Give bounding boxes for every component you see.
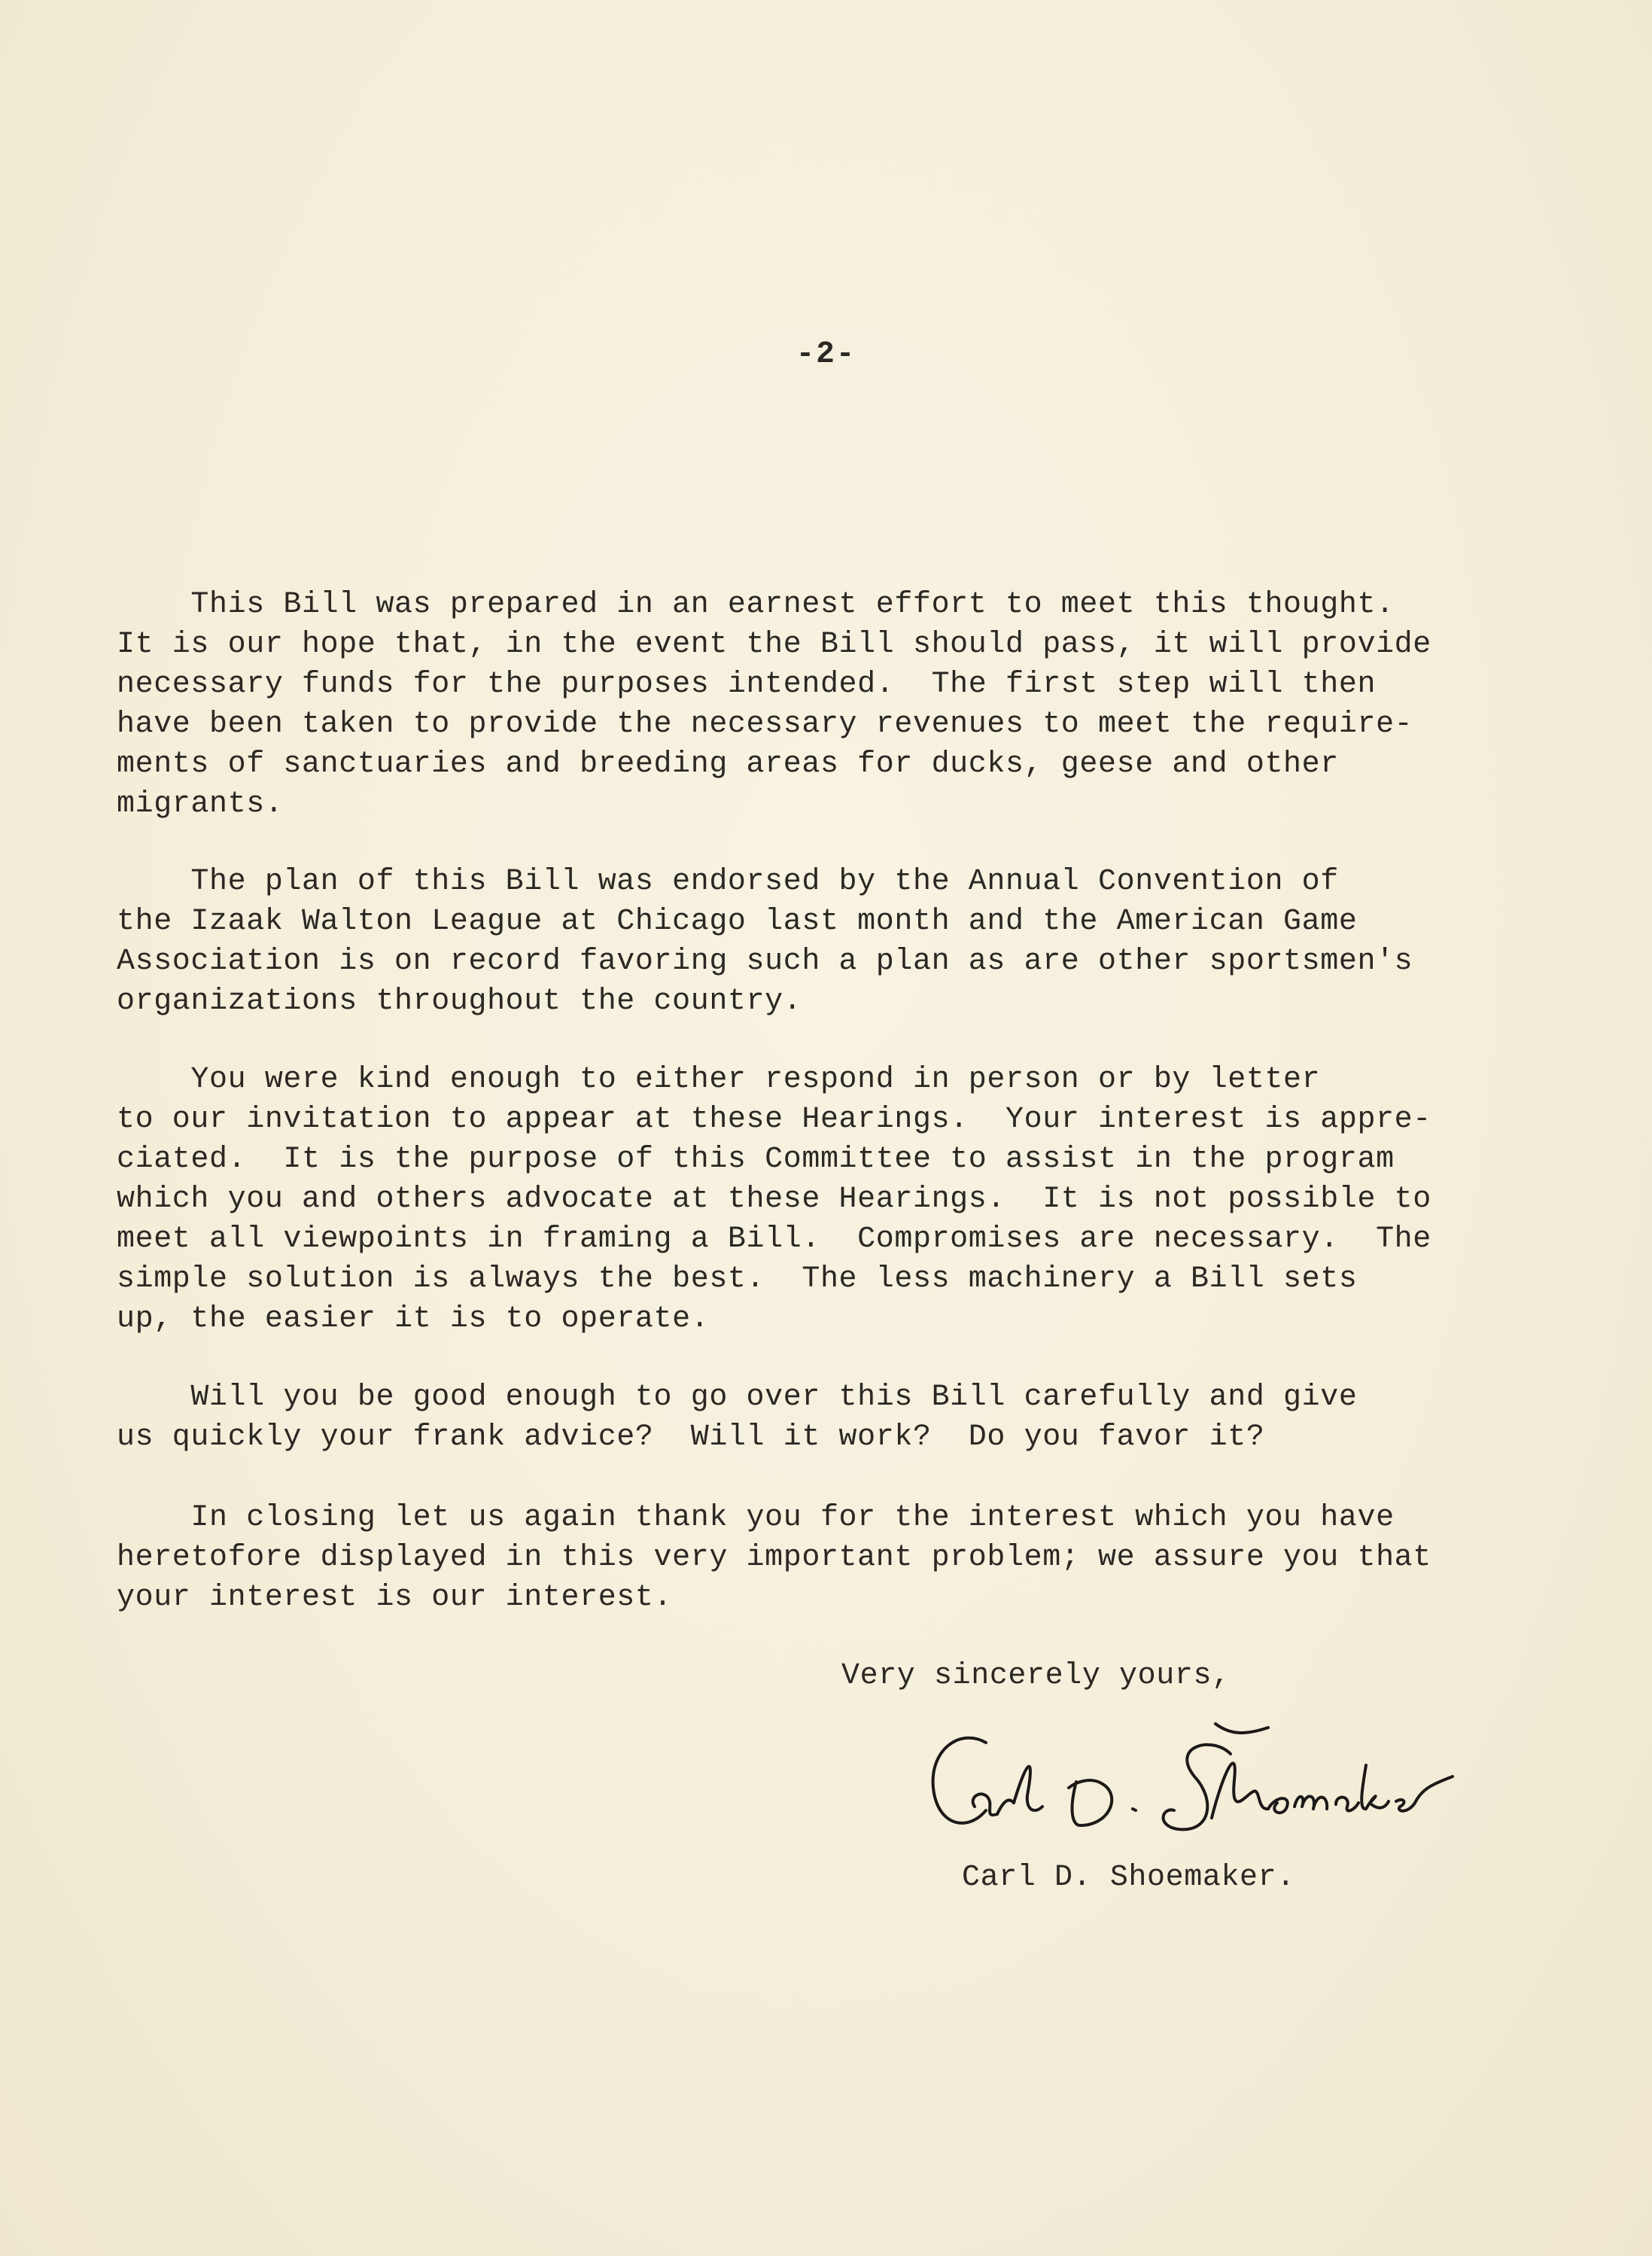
handwritten-signature — [914, 1713, 1464, 1863]
paragraph-request-advice: Will you be good enough to go over this Bill carefully and give us quickly your frank advice? Will it work? Do you favor it? — [117, 1381, 1358, 1454]
paragraph-bill-purpose: This Bill was prepared in an earnest effort to meet this thought. It is our hope that, in the event the Bill should pass, it will provide necessary funds for the purposes intended. The first step will then have been taken to provide the necessary revenues to meet the require- ments of sanctuaries and breeding areas for ducks, geese and other migrants. — [117, 588, 1431, 821]
paragraph-endorsement: The plan of this Bill was endorsed by the Annual Convention of the Izaak Walton League at Chicago last month and the American Game Association is on record favoring such a plan as are other sportsmen's organizations throughout the country. — [117, 865, 1413, 1018]
page-number: -2- — [796, 337, 856, 372]
signer-name: Carl D. Shoemaker. — [962, 1861, 1295, 1895]
complimentary-close: Very sincerely yours, — [841, 1659, 1231, 1693]
paragraph-hearings: You were kind enough to either respond in person or by letter to our invitation to appear at these Hearings. Your interest is appre- ciated. It is the purpose of this Committee to assist in the program which you and others advocate at these Hearings. It is not possible to meet all viewpoints in framing a Bill. Compromises are necessary. The simple solution is always the best. The less machinery a Bill sets up, the easier it is to operate. — [117, 1063, 1431, 1336]
paragraph-closing-thanks: In closing let us again thank you for the interest which you have heretofore displayed in this very important problem; we assure you that your interest is our interest. — [117, 1501, 1431, 1615]
